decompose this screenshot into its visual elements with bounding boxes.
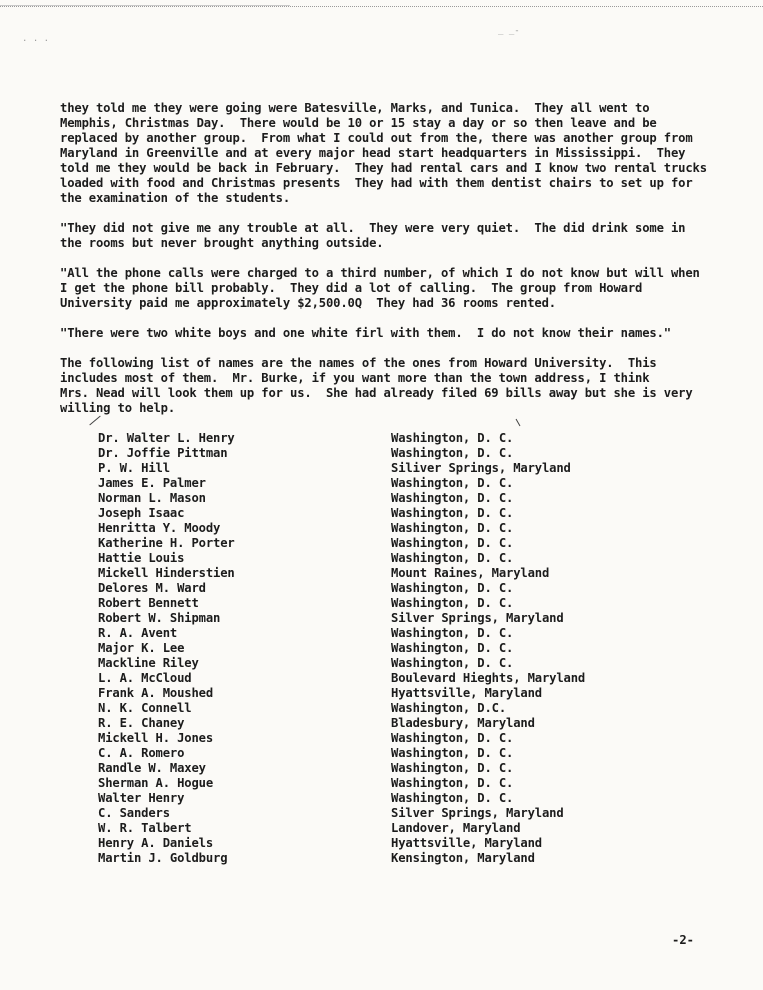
- person-name: Henritta Y. Moody: [98, 521, 221, 535]
- pen-check-mark: [89, 416, 100, 426]
- town-address: Washington, D. C.: [391, 731, 514, 745]
- list-item: [98, 731, 698, 746]
- list-item: [98, 821, 698, 836]
- person-name: N. K. Connell: [98, 701, 192, 715]
- list-item: [98, 461, 698, 476]
- body-paragraph-1: they told me they were going were Batesville, Marks, and Tunica. They all went to Memphis, Christmas Day. There would be 10 or 15 stay a day or so then leave and be replaced by another group. From what I could out from the, there was another group from Maryland in Greenville and at every major head start headquarters in Mississippi. They told me they would be back in February. They had rental cars and I know two rental trucks loaded with food and Christmas presents They had with them dentist chairs to set up for the examination of the students.: [60, 101, 707, 205]
- person-name: Sherman A. Hogue: [98, 776, 213, 790]
- town-address: Mount Raines, Maryland: [391, 566, 550, 580]
- person-name: Major K. Lee: [98, 641, 185, 655]
- list-item: [98, 551, 698, 566]
- person-name: Mickell H. Jones: [98, 731, 213, 745]
- person-name: W. R. Talbert: [98, 821, 192, 835]
- person-name: Joseph Isaac: [98, 506, 185, 520]
- town-address: Washington, D. C.: [391, 476, 514, 490]
- town-address: Washington, D. C.: [391, 626, 514, 640]
- list-item: [98, 596, 698, 611]
- list-item: [98, 791, 698, 806]
- person-name: Frank A. Moushed: [98, 686, 213, 700]
- person-name: R. A. Avent: [98, 626, 178, 640]
- body-paragraph-5: The following list of names are the names of the ones from Howard University. This includes most of them. Mr. Burke, if you want more than the town address, I think Mrs. Nead will look them up for us. She had already filed 69 bills away but she is very willing to help.: [60, 356, 693, 415]
- person-name: Mackline Riley: [98, 656, 199, 670]
- town-address: Silver Springs, Maryland: [391, 806, 564, 820]
- person-name: Hattie Louis: [98, 551, 185, 565]
- person-name: R. E. Chaney: [98, 716, 185, 730]
- list-item: [98, 536, 698, 551]
- person-name: Dr. Walter L. Henry: [98, 431, 235, 445]
- town-address: Washington, D. C.: [391, 596, 514, 610]
- list-item: [98, 851, 698, 866]
- list-item: [98, 476, 698, 491]
- town-address: Landover, Maryland: [391, 821, 521, 835]
- page-top-edge: [0, 0, 763, 7]
- body-paragraph-2: "They did not give me any trouble at all. They were very quiet. The did drink some in the rooms but never brought anything outside.: [60, 221, 686, 250]
- list-item: [98, 521, 698, 536]
- town-address: Washington, D. C.: [391, 761, 514, 775]
- list-item: [98, 656, 698, 671]
- town-address: Washington, D. C.: [391, 536, 514, 550]
- town-address: Washington, D. C.: [391, 641, 514, 655]
- person-name: Katherine H. Porter: [98, 536, 235, 550]
- person-name: C. Sanders: [98, 806, 170, 820]
- person-name: C. A. Romero: [98, 746, 185, 760]
- person-name: Martin J. Goldburg: [98, 851, 228, 865]
- person-name: Walter Henry: [98, 791, 185, 805]
- town-address: Bladesbury, Maryland: [391, 716, 535, 730]
- list-item: [98, 671, 698, 686]
- town-address: Washington, D. C.: [391, 446, 514, 460]
- person-name: P. W. Hill: [98, 461, 170, 475]
- person-name: Dr. Joffie Pittman: [98, 446, 228, 460]
- list-item: [98, 626, 698, 641]
- list-item: [98, 836, 698, 851]
- name-address-list: [98, 431, 698, 866]
- person-name: Robert Bennett: [98, 596, 199, 610]
- list-item: [98, 746, 698, 761]
- person-name: Delores M. Ward: [98, 581, 206, 595]
- town-address: Silver Springs, Maryland: [391, 611, 564, 625]
- list-item: [98, 716, 698, 731]
- scan-speck: _ _-: [498, 26, 520, 36]
- town-address: Washington, D. C.: [391, 776, 514, 790]
- body-paragraph-3: "All the phone calls were charged to a third number, of which I do not know but will when I get the phone bill probably. They did a lot of calling. The group from Howard University paid me approximately $2,500.0Q They had 36 rooms rented.: [60, 266, 700, 310]
- list-item: [98, 806, 698, 821]
- town-address: Washington, D. C.: [391, 791, 514, 805]
- town-address: Washington, D. C.: [391, 431, 514, 445]
- town-address: Washington, D.C.: [391, 701, 506, 715]
- town-address: Washington, D. C.: [391, 746, 514, 760]
- town-address: Siliver Springs, Maryland: [391, 461, 571, 475]
- person-name: Henry A. Daniels: [98, 836, 213, 850]
- list-item: [98, 446, 698, 461]
- list-item: [98, 686, 698, 701]
- town-address: Washington, D. C.: [391, 656, 514, 670]
- person-name: L. A. McCloud: [98, 671, 192, 685]
- list-item: [98, 431, 698, 446]
- list-item: [98, 506, 698, 521]
- body-paragraph-4: "There were two white boys and one white firl with them. I do not know their names.": [60, 326, 671, 340]
- town-address: Hyattsville, Maryland: [391, 686, 542, 700]
- person-name: Norman L. Mason: [98, 491, 206, 505]
- list-item: [98, 611, 698, 626]
- person-name: Mickell Hinderstien: [98, 566, 235, 580]
- person-name: James E. Palmer: [98, 476, 206, 490]
- person-name: Robert W. Shipman: [98, 611, 221, 625]
- town-address: Boulevard Hieghts, Maryland: [391, 671, 586, 685]
- list-item: [98, 581, 698, 596]
- town-address: Washington, D. C.: [391, 551, 514, 565]
- list-item: [98, 641, 698, 656]
- list-item: [98, 491, 698, 506]
- page-number: -2-: [672, 933, 695, 947]
- town-address: Kensington, Maryland: [391, 851, 535, 865]
- list-item: [98, 566, 698, 581]
- person-name: Randle W. Maxey: [98, 761, 206, 775]
- pen-check-mark: [516, 419, 521, 426]
- town-address: Hyattsville, Maryland: [391, 836, 542, 850]
- list-item: [98, 761, 698, 776]
- scan-speck: . . .: [22, 34, 50, 44]
- town-address: Washington, D. C.: [391, 521, 514, 535]
- list-item: [98, 776, 698, 791]
- town-address: Washington, D. C.: [391, 506, 514, 520]
- list-item: [98, 701, 698, 716]
- town-address: Washington, D. C.: [391, 581, 514, 595]
- town-address: Washington, D. C.: [391, 491, 514, 505]
